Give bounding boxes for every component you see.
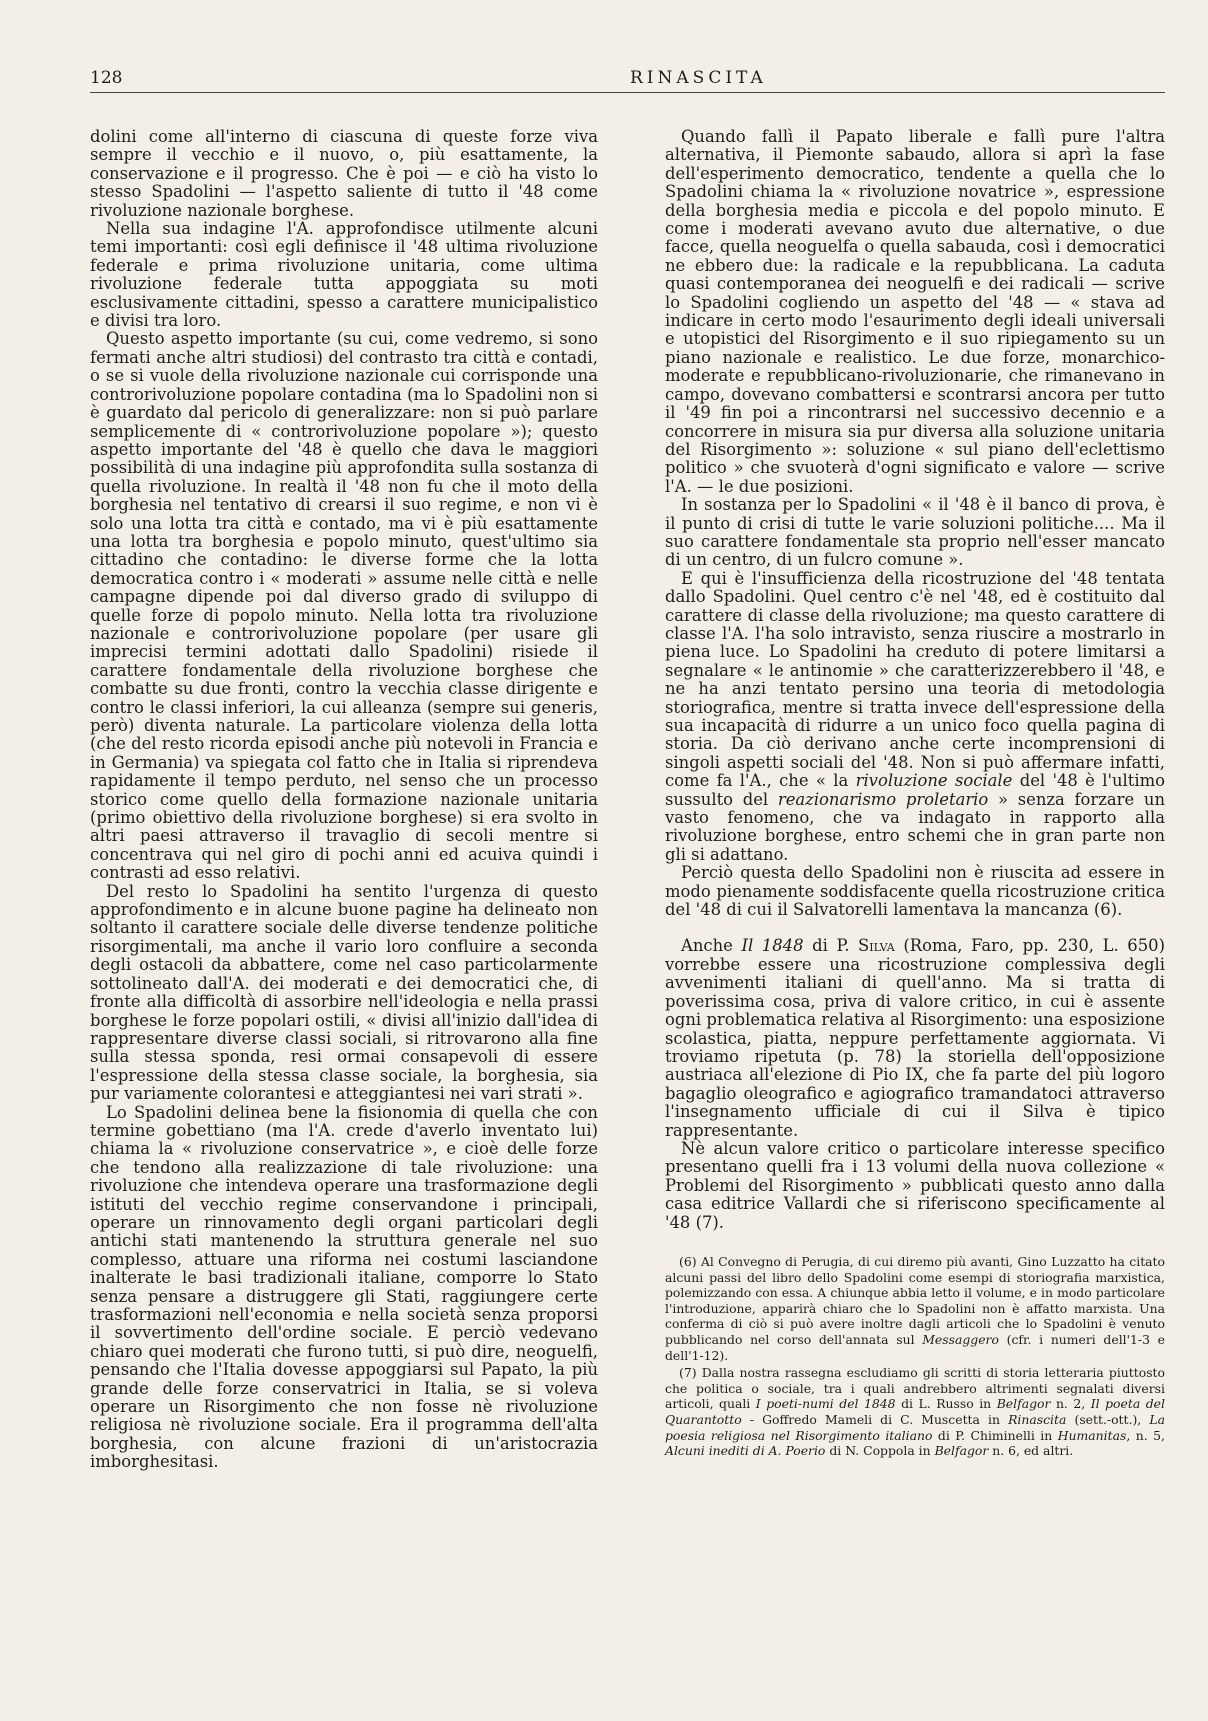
paragraph: In sostanza per lo Spadolini « il '48 è il banco di prova, è il punto di crisi di tutte le varie soluzioni politiche.... Ma il suo carattere fondamentale sta proprio nell'esser mancato di un centro, di un fulcro comune ». — [665, 495, 1165, 570]
right-column — [665, 128, 1165, 1459]
paragraph: Perciò questa dello Spadolini non è riuscita ad essere in modo pienamente soddisfacente quella ricostruzione critica del '48 di cui il Salvatorelli lamentava la mancanza (6). — [665, 863, 1165, 920]
paragraph: Quando fallì il Papato liberale e fallì pure l'altra alternativa, il Piemonte sabaudo, allora si aprì la fase dell'esperimento democratico, tendente a quella che lo Spadolini chiama la « rivoluzione novatrice », espressione della borghesia media e piccola e del popolo minuto. E come i moderati avevano avuto due alternative, o due facce, quella neoguelfa o quella sabauda, così i democratici ne ebbero due: la radicale e la repubblicana. La caduta quasi contemporanea dei neoguelfi e dei radicali — scrive lo Spadolini cogliendo un aspetto del '48 — « stava ad indicare in certo modo l'esaurimento degli ideali universali e utopistici del Risorgimento e il suo ripiegamento su un piano nazionale e realistico. Le due forze, monarchico-moderate e repubblicano-rivoluzionarie, che rimanevano in campo, dovevano combattersi e scontrarsi ancora per tutto il '49 fin poi a rincontrarsi nel successivo decennio e a concorrere in misura sia pur diversa alla soluzione unitaria del Risorgimento »: soluzione « sul piano dell'eclettismo politico » che svuoterà d'ogni significato e valore — scrive l'A. — le due posizioni. — [665, 127, 1165, 496]
paragraph: Questo aspetto importante (su cui, come vedremo, si sono fermati anche altri studiosi) del contrasto tra città e contadi, o se si vuole della rivoluzione nazionale cui corrisponde una controrivoluzione popolare contadina (ma lo Spadolini non si è guardato dal pericolo di generalizzare: non si può parlare semplicemente di « controrivoluzione popolare »); questo aspetto importante del '48 è quello che dava le maggiori possibilità di una indagine più approfondita sulla sostanza di quella rivoluzione. In realtà il '48 non fu che il moto della borghesia nel tentativo di crearsi il suo regime, e non vi è solo una lotta tra città e contado, ma vi è più esattamente una lotta tra borghesia e popolo minuto, quest'ultimo sia cittadino che contadino: le diverse forme che la lotta democratica contro i « moderati » assume nelle città e nelle campagne dipende poi dal diverso grado di sviluppo di quelle forze di popolo minuto. Nella lotta tra rivoluzione nazionale e controrivoluzione popolare (per usare gli imprecisi termini adottati dallo Spadolini) risiede il carattere fondamentale della rivoluzione borghese che combatte su due fronti, contro la vecchia classe dirigente e contro le classi inferiori, la cui alleanza (sempre sui generis, però) diventa naturale. La particolare violenza della lotta (che del resto ricorda episodi anche più notevoli in Francia e in Germania) va spiegata col fatto che in Italia si riprendeva rapidamente il tempo perduto, nel senso che un processo storico come quello della formazione nazionale unitaria (primo obiettivo della rivoluzione borghese) si era svolto in altri paesi attraverso il travaglio di secoli mentre si concentrava qui nel giro di pochi anni ed acuiva quindi i contrasti ad esso relativi. — [90, 329, 598, 883]
paragraph: Nella sua indagine l'A. approfondisce utilmente alcuni temi importanti: così egli definisce il '48 ultima rivoluzione federale e prima rivoluzione unitaria, come ultima rivoluzione federale tutta appoggiata su moti esclusivamente cittadini, spesso a carattere municipalistico e divisi tra loro. — [90, 219, 598, 331]
paragraph: dolini come all'interno di ciascuna di queste forze viva sempre il vecchio e il nuovo, o, più esattamente, la conservazione e il progresso. Che è poi — e ciò ha visto lo stesso Spadolini — l'aspetto saliente di tutto il '48 come rivoluzione nazionale borghese. — [90, 127, 598, 220]
running-title: RINASCITA — [630, 68, 767, 88]
footnote-7: (7) Dalla nostra rassegna escludiamo gli scritti di storia letteraria piuttosto che politica o sociale, tra i quali andrebbero altrimenti segnalati diversi articoli, quali I poeti-numi del 1848 di L. Russo in Belfagor n. 2, Il poeta del Quarantotto - Goffredo Mameli di C. Muscetta in Rinascita (sett.-ott.), La poesia religiosa nel Risorgimento italiano di P. Chiminelli in Humanitas, n. 5, Alcuni inediti di A. Poerio di N. Coppola in Belfagor n. 6, ed altri. — [665, 1365, 1165, 1459]
paragraph: Lo Spadolini delinea bene la fisionomia di quella che con termine gobettiano (ma l'A. crede d'averlo inventato lui) chiama la « rivoluzione conservatrice », e cioè delle forze che tendono alla realizzazione di tale rivoluzione: una rivoluzione che intendeva operare una trasformazione degli istituti del vecchio regime conservandone i principali, operare un rinnovamento degli organi particolari degli antichi stati mantenendo la struttura generale nel suo complesso, attuare una riforma nei costumi lasciandone inalterate le basi tradizionali italiane, comporre lo Stato senza pensare a distruggere gli Stati, raggiungere certe trasformazioni nell'economia e nella società senza proporsi il sovvertimento dell'ordine sociale. E perciò vedevano chiaro quei moderati che furono tutti, si può dire, neoguelfi, pensando che l'Italia dovesse appoggiarsi sul Papato, la più grande delle forze conservatrici in Italia, se si voleva operare un Risorgimento che non fosse nè rivoluzione religiosa nè rivoluzione sociale. Era il programma dell'alta borghesia, con alcune frazioni di un'aristocrazia imborghesitasi. — [90, 1102, 598, 1472]
footnotes — [665, 1254, 1165, 1459]
paragraph: Del resto lo Spadolini ha sentito l'urgenza di questo approfondimento e in alcune buone pagine ha delineato non soltanto il carattere sociale delle diverse tendenze politiche risorgimentali, ma anche il vario loro confluire a seconda degli ostacoli da abbattere, come nel caso particolarmente sottolineato dall'A. dei moderati e dei democratici che, di fronte alla difficoltà di assorbire nell'ideologia e nella prassi borghese le forze popolari ostili, « divisi all'inizio dall'idea di rappresentare diverse classi sociali, si ritrovarono alla fine sulla stessa sponda, resi ormai consapevoli di essere l'espressione della stessa classe sociale, la borghesia, sia pur variamente colorantesi e atteggiantesi nei vari strati ». — [90, 881, 598, 1104]
paragraph: E qui è l'insufficienza della ricostruzione del '48 tentata dallo Spadolini. Quel centro c'è nel '48, ed è costituito dal carattere di classe della rivoluzione; ma questo carattere di classe l'A. l'ha solo intravisto, senza riuscire a mostrarlo in piena luce. Lo Spadolini ha creduto di potere limitarsi a segnalare « le antinomie » che caratterizzerebbero il '48, e ne ha anzi tentato persino una teoria di metodologia storiografica, mentre si tratta invece dell'espressione della sua incapacità di ridurre a un unico foco quella pagina di storia. Da ciò derivano anche certe incomprensioni di singoli aspetti sociali del '48. Non si può affermare infatti, come fa l'A., che « la rivoluzione sociale del '48 è l'ultimo sussulto del reazionarismo proletario » senza forzare un vasto fenomeno, che va indagato in rapporto alla rivoluzione borghese, entro schemi che in gran parte non gli si adattano. — [665, 568, 1165, 864]
footnote-6: (6) Al Convegno di Perugia, di cui diremo più avanti, Gino Luzzatto ha citato alcuni passi del libro dello Spadolini come esempi di storiografia marxistica, polemizzando con essa. A chiunque abbia letto il volume, e in modo particolare l'introduzione, apparirà chiaro che lo Spadolini non è affatto marxista. Una conferma di ciò si può avere inoltre dagli articoli che lo Spadolini è venuto pubblicando nel corso dell'annata sul Messaggero (cfr. i numeri dell'1-3 e dell'1-12). — [665, 1253, 1165, 1363]
page-number: 128 — [90, 68, 123, 88]
left-column — [90, 128, 598, 1472]
paragraph: Nè alcun valore critico o particolare interesse specifico presentano quelli fra i 13 volumi della nuova collezione « Problemi del Risorgimento » pubblicati questo anno dalla casa editrice Vallardi che si riferiscono specificamente al '48 (7). — [665, 1138, 1165, 1232]
review-paragraph: Anche Il 1848 di P. Silva (Roma, Faro, pp. 230, L. 650) vorrebbe essere una ricostruzione complessiva degli avvenimenti italiani di quell'anno. Ma si tratta di poverissima cosa, priva di valore critico, in cui è assente ogni problematica relativa al Risorgimento: una esposizione scolastica, piatta, neppure perfettamente aggiornata. Vi troviamo ripetuta (p. 78) la storiella dell'opposizione austriaca all'elezione di Pio IX, che fa parte del più logoro bagaglio oleografico e agiografico tramandatoci attraverso l'insegnamento ufficiale di cui il Silva è tipico rappresentante. — [665, 936, 1165, 1140]
page-header — [90, 64, 1165, 93]
